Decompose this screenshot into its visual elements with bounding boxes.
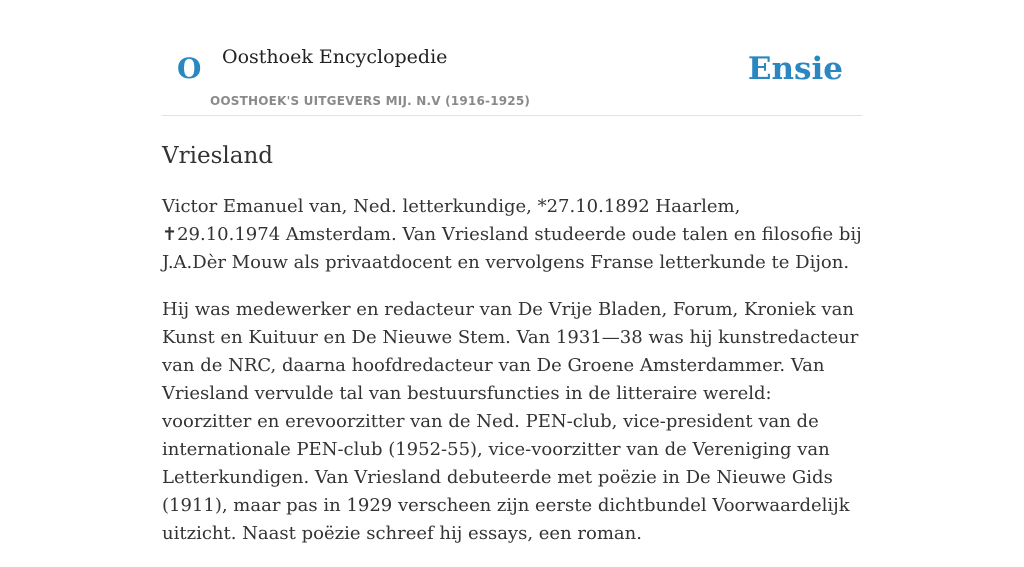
article-body: [162, 193, 862, 548]
source-header: [162, 0, 862, 116]
article-title: Vriesland: [162, 143, 273, 169]
article-paragraph: Hij was medewerker en redacteur van De Vrije Bladen, Forum, Kroniek van Kunst en Kuituur en De Nieuwe Stem. Van 1931—38 was hij kunstredacteur van de NRC, daarna hoofdredacteur van De Groene Amsterdammer. Van Vriesland vervulde tal van bestuursfuncties in de litteraire wereld: voorzitter en erevoorzitter van de Ned. PEN-club, vice-president van de internationale PEN-club (1952-55), vice-voorzitter van de Vereniging van Letterkundigen. Van Vriesland debuteerde met poëzie in De Nieuwe Gids (1911), maar pas in 1929 verscheen zijn eerste dichtbundel Voorwaardelijk uitzicht. Naast poëzie schreef hij essays, een roman.: [162, 299, 859, 544]
brand-logo[interactable]: Ensie: [747, 51, 843, 87]
page-container: [162, 0, 862, 567]
source-publisher: OOSTHOEK'S UITGEVERS MIJ. N.V (1916-1925): [210, 94, 531, 108]
article-paragraph: Victor Emanuel van, Ned. letterkundige, *27.10.1892 Haarlem, ✝29.10.1974 Amsterdam. Van Vriesland studeerde oude talen en filosofie bij J.A.Dèr Mouw als privaatdocent en vervolgens Franse letterkunde te Dijon.: [162, 196, 862, 273]
source-logo[interactable]: O: [177, 52, 202, 85]
source-title[interactable]: Oosthoek Encyclopedie: [222, 46, 448, 68]
